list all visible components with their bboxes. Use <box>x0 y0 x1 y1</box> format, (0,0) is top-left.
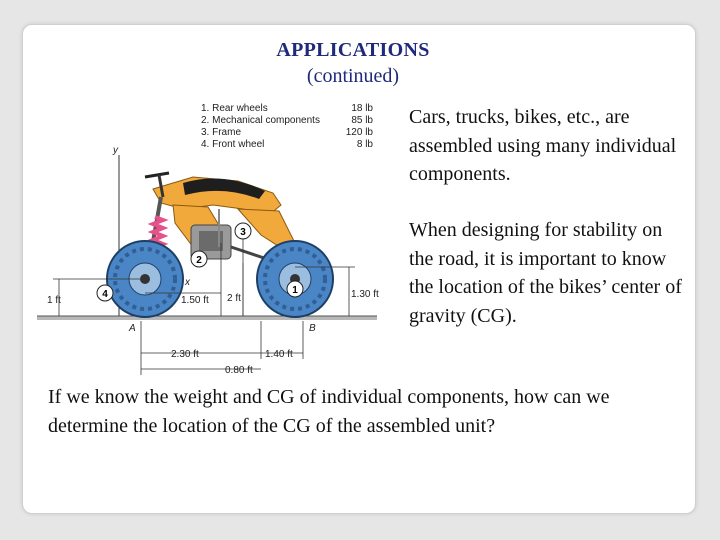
y-axis-label: y <box>113 145 118 156</box>
slide-title-block <box>233 37 473 89</box>
component-1-weight: 18 lb <box>351 103 373 114</box>
dim-horizontal-150: 1.50 ft <box>181 295 209 306</box>
ground <box>37 316 377 320</box>
x-axis-label: x <box>185 277 190 288</box>
marker-4: 4 <box>102 289 108 300</box>
paragraph-question: If we know the weight and CG of individual components, how can we determine the location of the CG of the assembled unit? <box>48 386 610 437</box>
marker-2: 2 <box>196 255 202 266</box>
component-2-weight: 85 lb <box>351 115 373 126</box>
dim-height-2: 2 ft <box>227 293 241 304</box>
component-4-weight: 8 lb <box>356 139 373 150</box>
slide-title: APPLICATIONS <box>276 39 430 61</box>
dim-bottom-080: 0.80 ft <box>225 365 253 376</box>
dim-right-height: 1.30 ft <box>351 289 379 300</box>
component-3-weight: 120 lb <box>345 127 373 138</box>
dim-bottom-140: 1.40 ft <box>265 349 293 360</box>
slide-subtitle: (continued) <box>306 65 400 87</box>
dim-bottom-230: 2.30 ft <box>171 349 199 360</box>
marker-1: 1 <box>292 285 298 296</box>
rear-wheel <box>257 241 333 317</box>
point-a-label: A <box>129 323 136 334</box>
component-4-label: 4. Front wheel <box>201 139 265 150</box>
dim-left-height: 1 ft <box>47 295 61 306</box>
component-1-label: 1. Rear wheels <box>201 103 268 114</box>
marker-3: 3 <box>240 227 246 238</box>
paragraph-stability: When designing for stability on the road, it is important to know the location of the bikes’ center of gravity (CG). <box>409 219 682 327</box>
point-b-label: B <box>309 323 316 334</box>
motorbike-diagram <box>33 97 393 387</box>
component-2-label: 2. Mechanical components <box>201 115 320 126</box>
paragraph-assembly: Cars, trucks, bikes, etc., are assembled using many individual components. <box>409 106 677 185</box>
component-3-label: 3. Frame <box>201 127 242 138</box>
slide <box>22 24 696 514</box>
